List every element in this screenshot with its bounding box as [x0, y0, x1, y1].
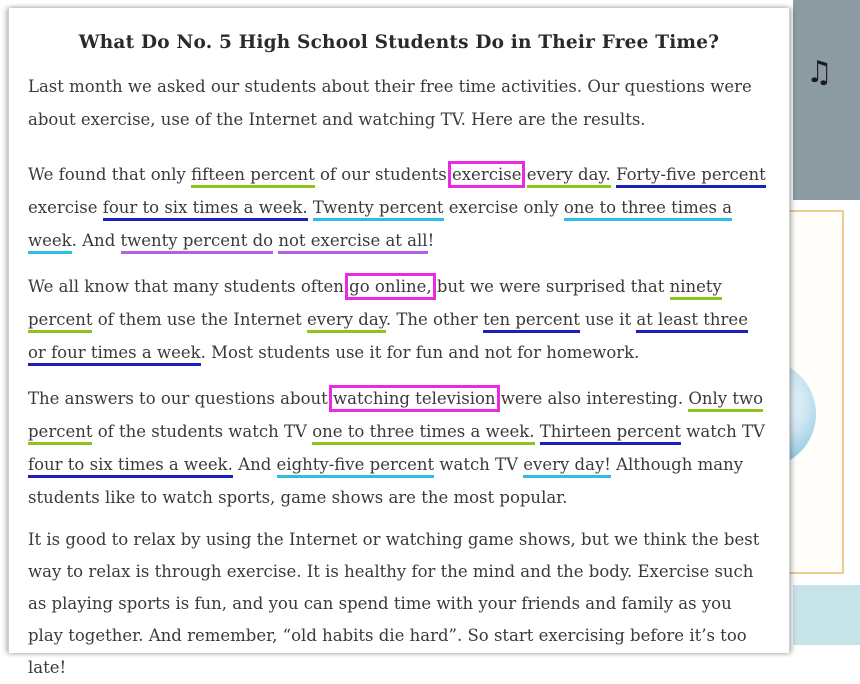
text-run: Although many students like to watch sports, game shows are the most popular.: [28, 455, 744, 507]
text-run: We all know that many students often: [28, 277, 350, 296]
highlight-eighty-five-percent: eighty-five percent: [277, 455, 435, 478]
boxed-go-online: go online,: [349, 277, 432, 296]
highlight-not-exercise: not exercise at all: [278, 231, 427, 254]
slide-corner-image: [793, 0, 860, 200]
highlight-ninety-percent: ninety percent: [28, 277, 722, 333]
text-run: of them use the Internet: [92, 310, 307, 329]
highlight-twenty-percent-do: twenty percent do: [121, 231, 274, 254]
highlight-fifteen-percent: fifteen percent: [191, 165, 315, 188]
highlight-ten-percent: ten percent: [483, 310, 580, 333]
paragraph-internet: [28, 270, 768, 369]
paragraph-conclusion: It is good to relax by using the Internet or watching game shows, but we think the best way to relax is through exercise. It is healthy for the mind and the body. Exercise such as playing sports is fun, and you can spend time with your friends and family as you play together. And remember, “old habits die hard”. So start exercising before it’s too late!: [28, 530, 760, 677]
text-run: were also interesting.: [495, 389, 689, 408]
article-title: What Do No. 5 High School Students Do in Their Free Time?: [78, 32, 720, 53]
text-run: We found that only: [28, 165, 192, 184]
music-note-icon: ♫: [806, 55, 833, 90]
text-run: . And: [71, 231, 121, 250]
highlight-forty-five-percent: Forty-five percent: [616, 165, 766, 188]
highlight-one-to-three: one to three times a week: [28, 198, 732, 254]
text-run: of the students watch TV: [92, 422, 313, 441]
highlight-every-day: every day: [307, 310, 386, 333]
slide-bottom-block: [793, 585, 860, 645]
highlight-four-to-six: four to six times a week.: [103, 198, 308, 221]
article-sheet: [8, 8, 790, 677]
text-run: exercise: [28, 198, 103, 217]
text-run: watch TV: [681, 422, 765, 441]
text-run: exercise only: [443, 198, 564, 217]
text-run: !: [427, 231, 435, 250]
highlight-every-day: every day.: [527, 165, 611, 188]
text-run: The answers to our questions about: [28, 389, 334, 408]
text-run: And: [232, 455, 277, 474]
text-run: watch TV: [434, 455, 524, 474]
highlight-twenty-percent: Twenty percent: [313, 198, 444, 221]
text-run: . The other: [385, 310, 484, 329]
text-run: [535, 422, 540, 441]
paragraph-intro: Last month we asked our students about their free time activities. Our questions were about exercise, use of the Internet and watching TV. Here are the results.: [28, 77, 752, 129]
text-run: . Most students use it for fun and not for homework.: [200, 343, 640, 362]
text-run: [521, 165, 526, 184]
boxed-exercise: exercise: [451, 165, 522, 184]
highlight-at-least: at least three or four times a week: [28, 310, 748, 366]
paragraph-exercise: [28, 158, 768, 257]
boxed-watching-television: watching television: [333, 389, 496, 408]
paragraph-television: [28, 382, 768, 514]
text-run: use it: [579, 310, 637, 329]
highlight-four-to-six: four to six times a week.: [28, 455, 233, 478]
highlight-thirteen-percent: Thirteen percent: [540, 422, 681, 445]
text-run: of our students: [314, 165, 452, 184]
highlight-one-to-three: one to three times a week.: [312, 422, 534, 445]
highlight-only-two-percent: Only two percent: [28, 389, 763, 445]
highlight-every-day: every day!: [523, 455, 611, 478]
text-run: but we were surprised that: [431, 277, 670, 296]
